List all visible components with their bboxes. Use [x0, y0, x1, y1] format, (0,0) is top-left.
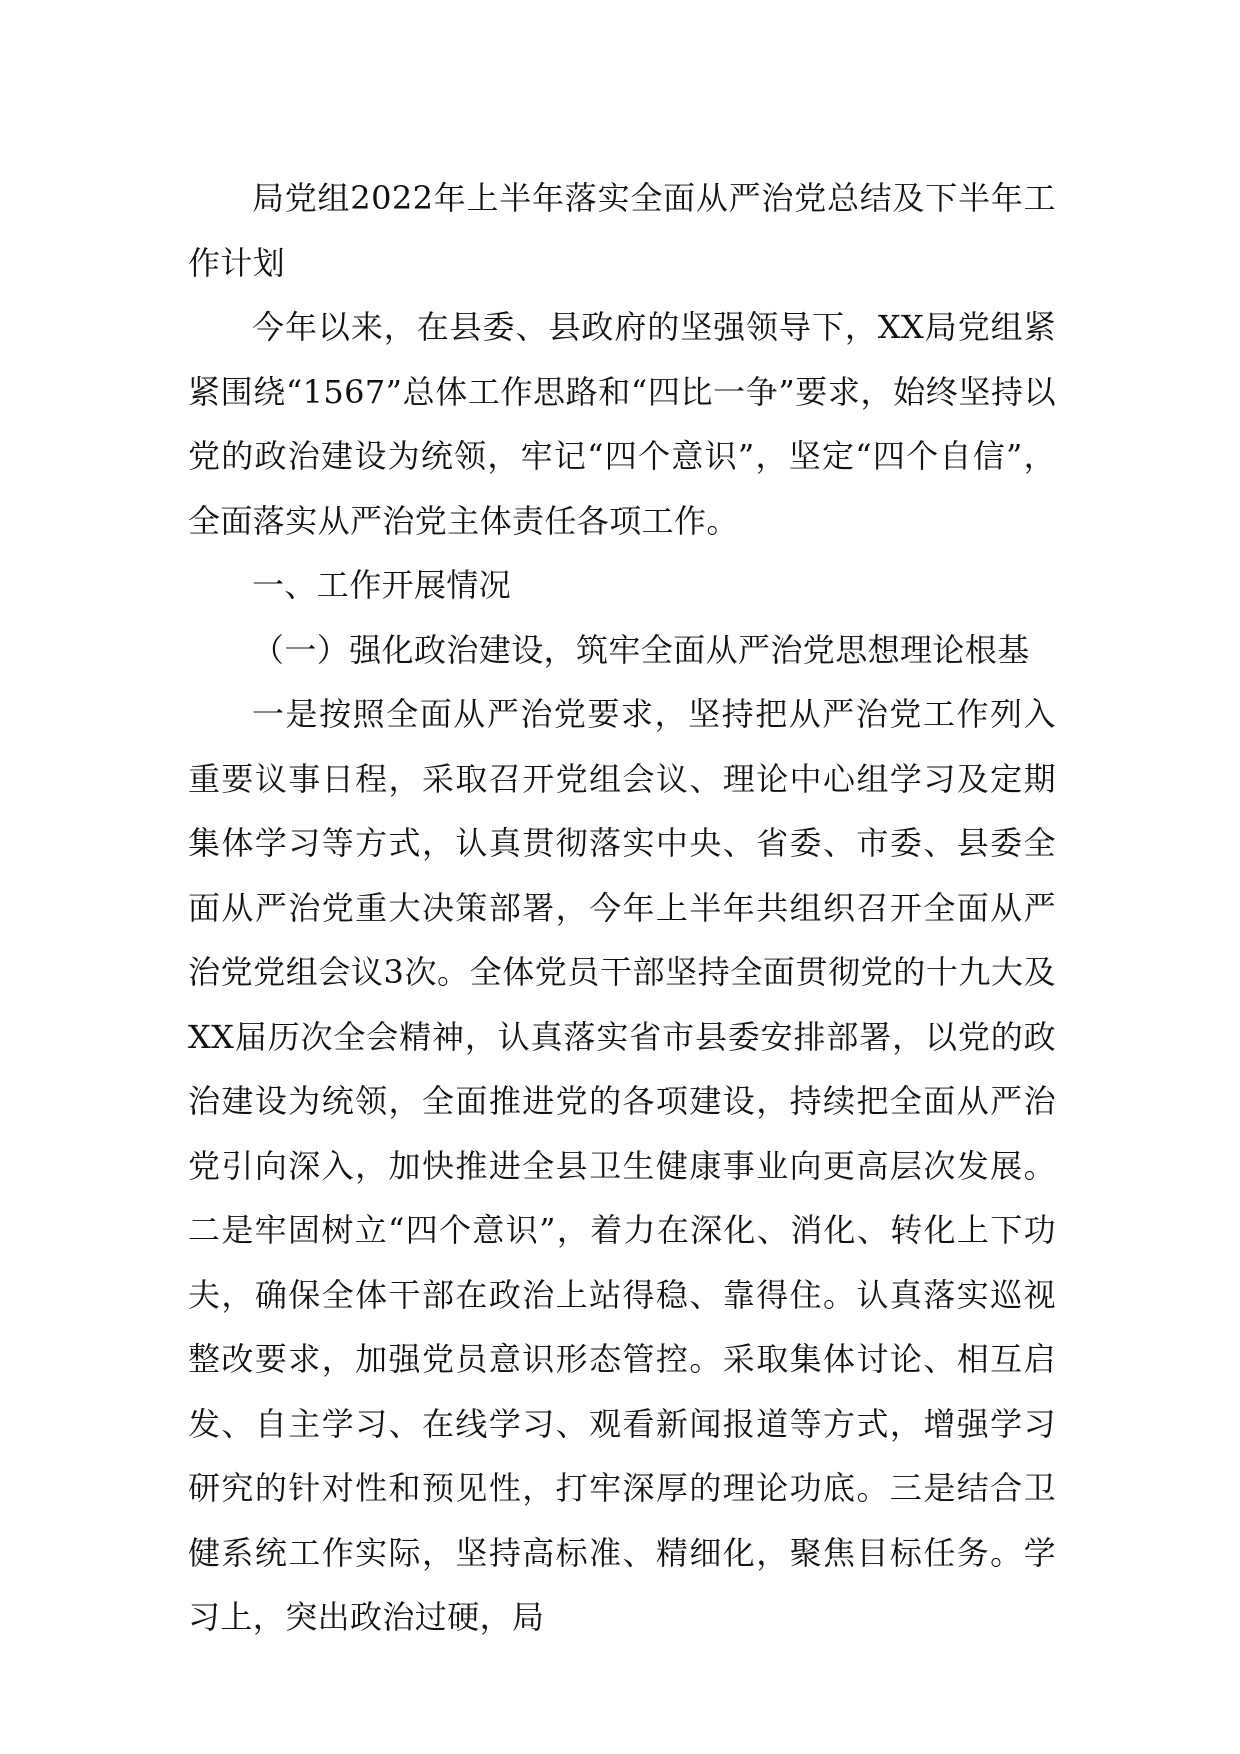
document-title: 局党组2022年上半年落实全面从严治党总结及下半年工作计划 — [188, 179, 1056, 282]
document-body — [188, 166, 1056, 1650]
section-heading: 一、工作开展情况 — [252, 566, 512, 604]
paragraph-intro: 今年以来，在县委、县政府的坚强领导下，XX局党组紧紧围绕“1567”总体工作思路和“四比一争”要求，始终坚持以党的政治建设为统领，牢记“四个意识”，坚定“四个自信”，全面落实从严治党主体责任各项工作。 — [188, 308, 1056, 540]
paragraph-body: 一是按照全面从严治党要求，坚持把从严治党工作列入重要议事日程，采取召开党组会议、理论中心组学习及定期集体学习等方式，认真贯彻落实中央、省委、市委、县委全面从严治党重大决策部署，今年上半年共组织召开全面从严治党党组会议3次。全体党员干部坚持全面贯彻党的十九大及XX届历次全会精神，认真落实省市县委安排部署，以党的政治建设为统领，全面推进党的各项建设，持续把全面从严治党引向深入，加快推进全县卫生健康事业向更高层次发展。二是牢固树立“四个意识”，着力在深化、消化、转化上下功夫，确保全体干部在政治上站得稳、靠得住。认真落实巡视整改要求，加强党员意识形态管控。采取集体讨论、相互启发、自主学习、在线学习、观看新闻报道等方式，增强学习研究的针对性和预见性，打牢深厚的理论功底。三是结合卫健系统工作实际，坚持高标准、精细化，聚焦目标任务。学习上，突出政治过硬，局 — [188, 695, 1056, 1636]
subsection-heading: （一）强化政治建设，筑牢全面从严治党思想理论根基 — [252, 630, 1030, 669]
